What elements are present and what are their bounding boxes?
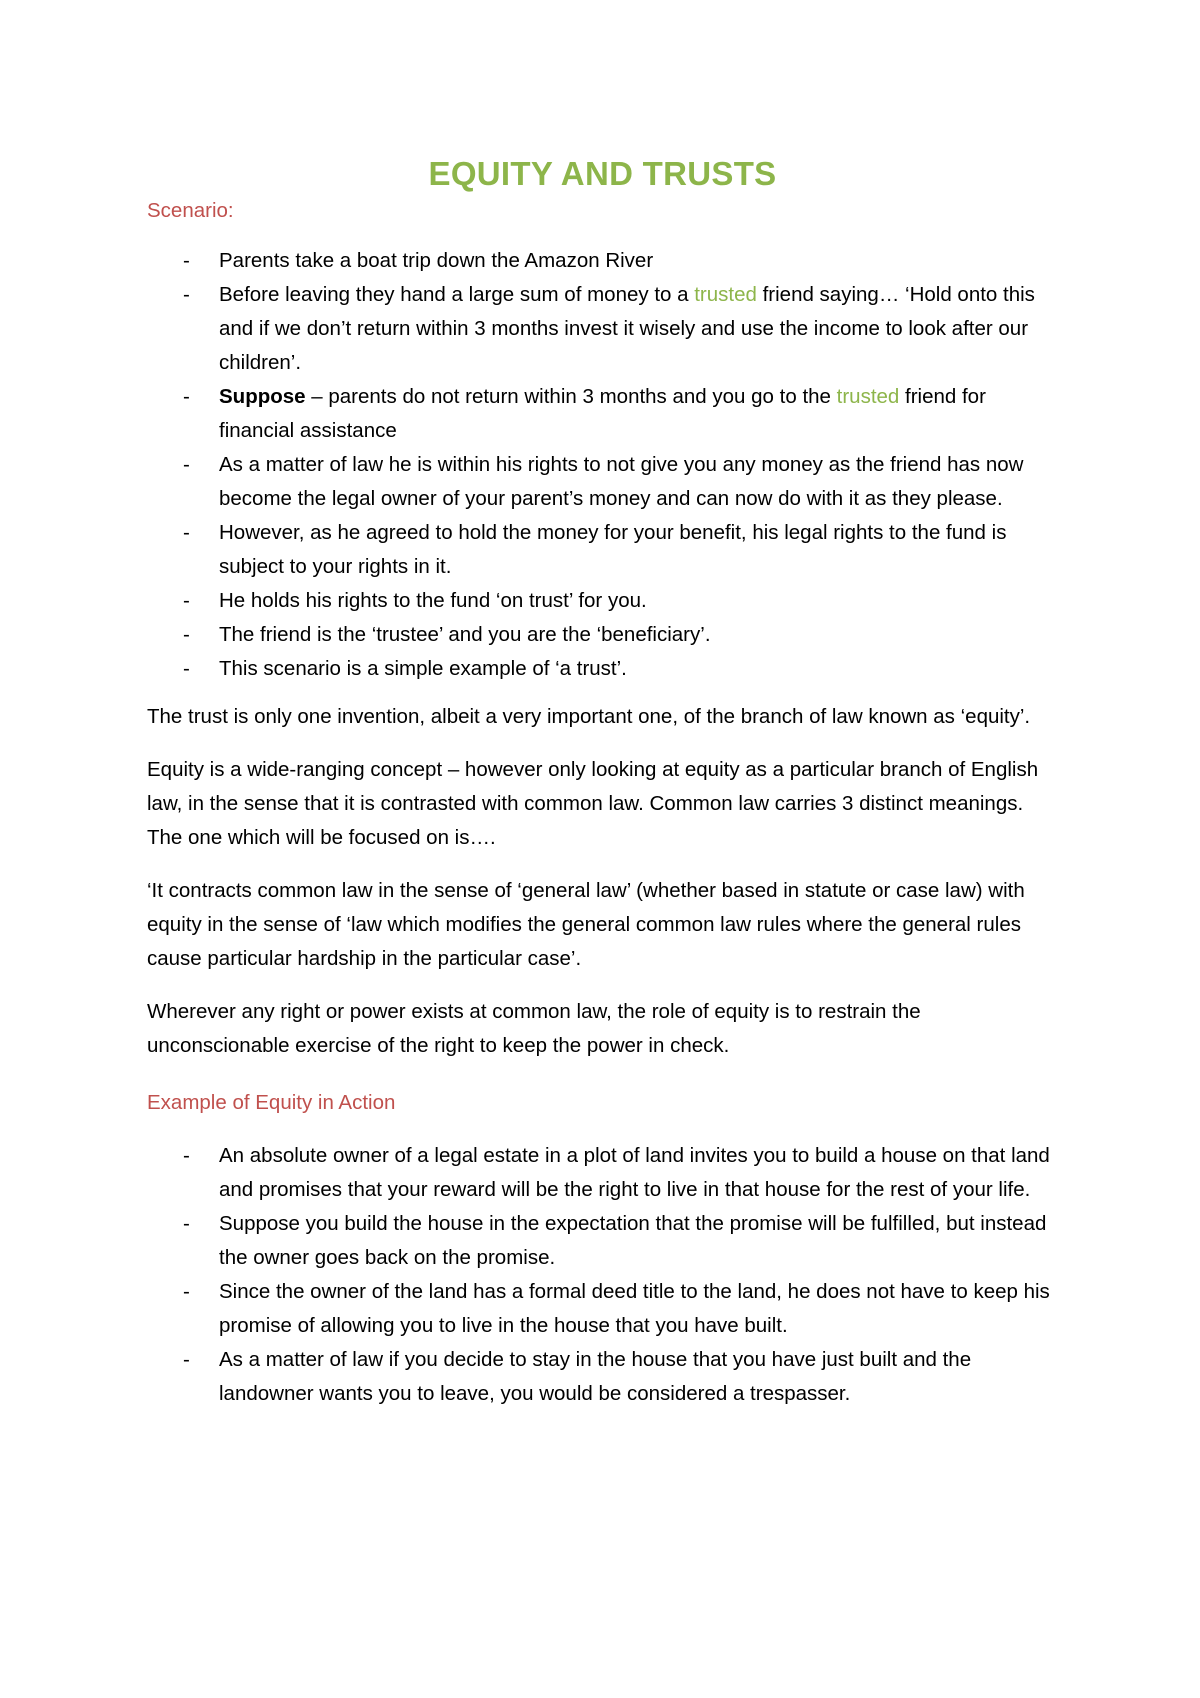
list-item-text: As a matter of law he is within his rights to not give you any money as the friend has now become the legal owner of your parent’s money and can now do with it as they please. — [219, 453, 1024, 510]
bullet-dash: - — [183, 453, 190, 476]
list-item-text: Parents take a boat trip down the Amazon River — [219, 249, 654, 272]
list-item — [147, 1275, 1050, 1343]
paragraph: Equity is a wide-ranging concept – however only looking at equity as a particular branch of English law, in the sense that it is contrasted with common law. Common law carries 3 distinct meanings. The one which will be focused on is…. — [147, 758, 1039, 849]
bullet-dash: - — [183, 589, 190, 612]
example-list — [147, 1139, 1050, 1411]
list-item-text: Suppose you build the house in the expectation that the promise will be fulfilled, but instead the owner goes back on the promise. — [219, 1212, 1047, 1269]
bold-word: Suppose — [219, 385, 306, 408]
bullet-dash: - — [183, 657, 190, 680]
list-item-text: He holds his rights to the fund ‘on trust’ for you. — [219, 589, 647, 612]
example-heading: Example of Equity in Action — [147, 1091, 396, 1114]
list-item-text: friend saying… ‘Hold onto this and if we don’t return within 3 months invest it wisely and use the income to look after our children’. — [219, 283, 1035, 374]
list-item-text: This scenario is a simple example of ‘a trust’. — [219, 657, 627, 680]
list-item — [147, 278, 1050, 380]
bullet-dash: - — [183, 1212, 190, 1235]
highlighted-word: trusted — [836, 385, 900, 408]
bullet-dash: - — [183, 385, 190, 408]
list-item-text: An absolute owner of a legal estate in a plot of land invites you to build a house on that land and promises that your reward will be the right to live in that house for the rest of your life. — [219, 1144, 1050, 1201]
list-item — [147, 1207, 1050, 1275]
scenario-list — [147, 244, 1050, 686]
highlighted-word: trusted — [694, 283, 757, 306]
list-item-text: friend for financial assistance — [219, 385, 986, 442]
list-item-text: Before leaving they hand a large sum of money to a — [219, 283, 695, 306]
scenario-heading: Scenario: — [147, 199, 234, 222]
list-item — [147, 584, 1050, 618]
bullet-dash: - — [183, 249, 190, 272]
list-item-text: However, as he agreed to hold the money for your benefit, his legal rights to the fund is subject to your rights in it. — [219, 521, 1007, 578]
page-title: EQUITY AND TRUSTS — [428, 155, 777, 192]
bullet-dash: - — [183, 1280, 190, 1303]
list-item — [147, 1139, 1050, 1207]
list-item-text: – parents do not return within 3 months and you go to the — [305, 385, 837, 408]
list-item-text: The friend is the ‘trustee’ and you are the ‘beneficiary’. — [219, 623, 711, 646]
list-item — [147, 380, 1050, 448]
list-item-text: As a matter of law if you decide to stay in the house that you have just built and the landowner wants you to leave, you would be considered a trespasser. — [219, 1348, 972, 1405]
list-item — [147, 516, 1050, 584]
list-item — [147, 448, 1050, 516]
paragraph: Wherever any right or power exists at common law, the role of equity is to restrain the unconscionable exercise of the right to keep the power in check. — [147, 1000, 921, 1057]
bullet-dash: - — [183, 283, 190, 306]
paragraph: ‘It contracts common law in the sense of ‘general law’ (whether based in statute or case law) with equity in the sense of ‘law which modifies the general common law rules where the general rules cause particular hardship in the particular case’. — [147, 879, 1025, 970]
bullet-dash: - — [183, 521, 190, 544]
paragraph: The trust is only one invention, albeit a very important one, of the branch of law known as ‘equity’. — [147, 705, 1031, 728]
bullet-dash: - — [183, 623, 190, 646]
bullet-dash: - — [183, 1144, 190, 1167]
list-item — [147, 618, 1050, 652]
bullet-dash: - — [183, 1348, 190, 1371]
list-item — [147, 652, 1050, 686]
list-item-text: Since the owner of the land has a formal deed title to the land, he does not have to keep his promise of allowing you to live in the house that you have built. — [219, 1280, 1050, 1337]
list-item — [147, 1343, 1050, 1411]
list-item — [147, 244, 1050, 278]
